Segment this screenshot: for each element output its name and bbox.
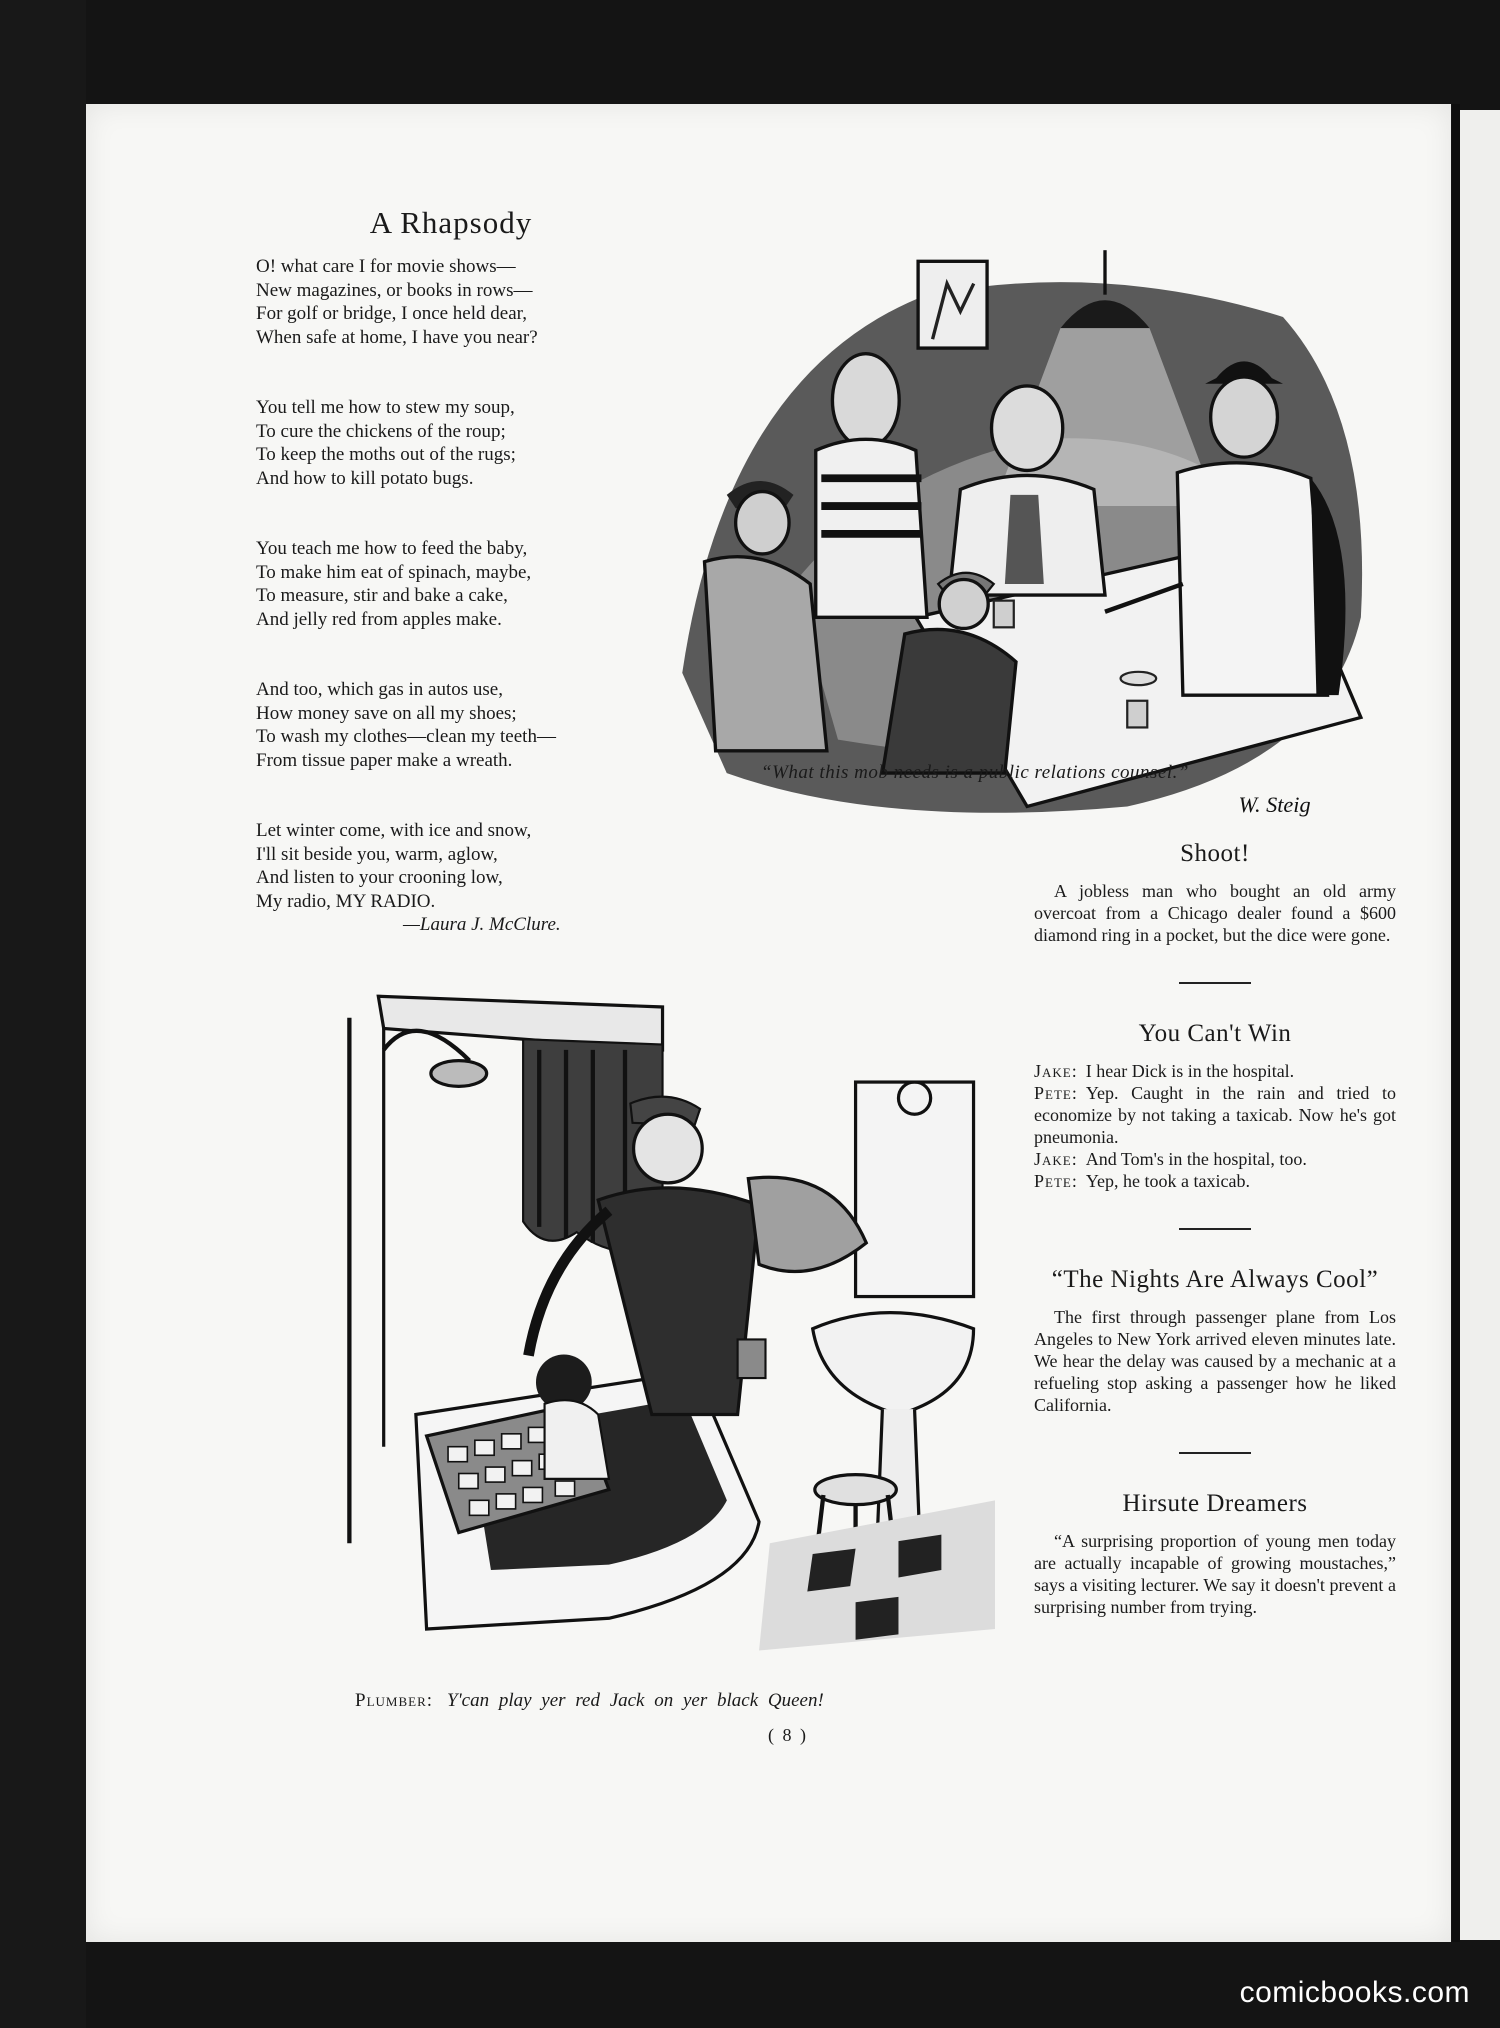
speaker: Jake: [1034, 1061, 1078, 1081]
poem-line: To keep the moths out of the rugs; [256, 444, 516, 465]
poem-line: From tissue paper make a wreath. [256, 749, 513, 771]
poem-line: How money save on all my shoes; [256, 702, 517, 724]
poem-stanza [256, 819, 726, 913]
dialogue-line [1034, 1060, 1396, 1082]
poem-line: And how to kill potato bugs. [256, 467, 474, 489]
poem-line: And too, which gas in autos use, [256, 679, 503, 700]
heading-nights: “The Nights Are Always Cool” [1051, 1266, 1379, 1293]
poem-author: —Laura J. McClure. [403, 914, 561, 935]
poem-line: For golf or bridge, I once held dear, [256, 303, 527, 324]
line-text: And Tom's in the hospital, too. [1085, 1149, 1307, 1169]
poem-stanza [256, 537, 726, 631]
body-shoot [1034, 880, 1396, 946]
cartoon-signature: W. Steig [1238, 792, 1311, 817]
poem-line: My radio, MY RADIO. [256, 890, 436, 912]
section-divider [1179, 982, 1251, 984]
heading-hirsute: Hirsute Dreamers [1122, 1490, 1308, 1517]
poem-line: To make him eat of spinach, maybe, [256, 561, 532, 583]
cartoon-plumber-bathtub [255, 958, 995, 1678]
line-text: I hear Dick is in the hospital. [1085, 1061, 1295, 1081]
section-divider [1179, 1228, 1251, 1230]
speaker: Pete: [1034, 1171, 1078, 1191]
poem-line: New magazines, or books in rows— [256, 279, 533, 301]
poem-stanza [256, 396, 726, 490]
facing-page-edge [1460, 110, 1500, 1940]
poem-line: To wash my clothes—clean my teeth— [256, 726, 556, 747]
speaker: Jake: [1034, 1149, 1078, 1169]
watermark-text: comicbooks.com [1239, 1976, 1470, 2009]
paragraph: “A surprising proportion of young men today are actually incapable of growing moustaches,” says a visiting lecturer. We say it doesn't prevent a surprising number from trying. [1034, 1531, 1396, 1617]
body-hirsute [1034, 1530, 1396, 1618]
section-divider [1179, 1452, 1251, 1454]
poem-line: And listen to your crooning low, [256, 867, 503, 888]
dialogue-line [1034, 1170, 1396, 1192]
jokes-column [1034, 840, 1396, 1618]
poem-stanza [256, 678, 726, 772]
poem-line: Let winter come, with ice and snow, [256, 820, 532, 841]
poem-stanza [256, 255, 726, 349]
heading-shoot: Shoot! [1180, 840, 1250, 867]
cartoon-caption-plumber [355, 1690, 975, 1712]
body-nights [1034, 1306, 1396, 1416]
poem-line: When safe at home, I have you near? [256, 326, 538, 348]
paragraph: A jobless man who bought an old army overcoat from a Chicago dealer found a $600 diamond ring in a pocket, but the dice were gone. [1034, 881, 1396, 945]
page-gutter [1452, 104, 1460, 1942]
poem-line: To measure, stir and bake a cake, [256, 585, 508, 606]
dialogue-line [1034, 1148, 1396, 1170]
poem-title: A Rhapsody [369, 205, 533, 240]
heading-cant-win: You Can't Win [1138, 1020, 1292, 1047]
line-text: Yep, he took a taxicab. [1085, 1171, 1250, 1191]
paragraph: The first through passenger plane from Los Angeles to New York arrived eleven minutes late. We hear the delay was caused by a mechanic at a refueling stop asking a passenger how he liked California. [1034, 1307, 1396, 1415]
cartoon-caption-mob: “What this mob needs is a public relations counsel.” [761, 762, 1189, 783]
poem-line: You teach me how to feed the baby, [256, 538, 528, 559]
poem-line: To cure the chickens of the roup; [256, 420, 506, 442]
line-text: Yep. Caught in the rain and tried to economize by not taking a taxicab. Now he's got pneumonia. [1034, 1083, 1396, 1147]
scan-border [0, 0, 86, 2028]
dialogue-cant-win [1034, 1060, 1396, 1192]
dialogue-line [1034, 1082, 1396, 1148]
page-number: ( 8 ) [768, 1725, 808, 1745]
speaker: Pete: [1034, 1083, 1078, 1103]
poem-line: And jelly red from apples make. [256, 608, 502, 630]
poem-line: I'll sit beside you, warm, aglow, [256, 843, 498, 865]
poem-line: You tell me how to stew my soup, [256, 397, 515, 418]
caption-speaker: Plumber: [355, 1690, 434, 1711]
poem-rhapsody [256, 205, 726, 937]
caption-speech: Y'can play yer red Jack on yer black Queen! [447, 1690, 824, 1711]
poem-line: O! what care I for movie shows— [256, 256, 516, 277]
